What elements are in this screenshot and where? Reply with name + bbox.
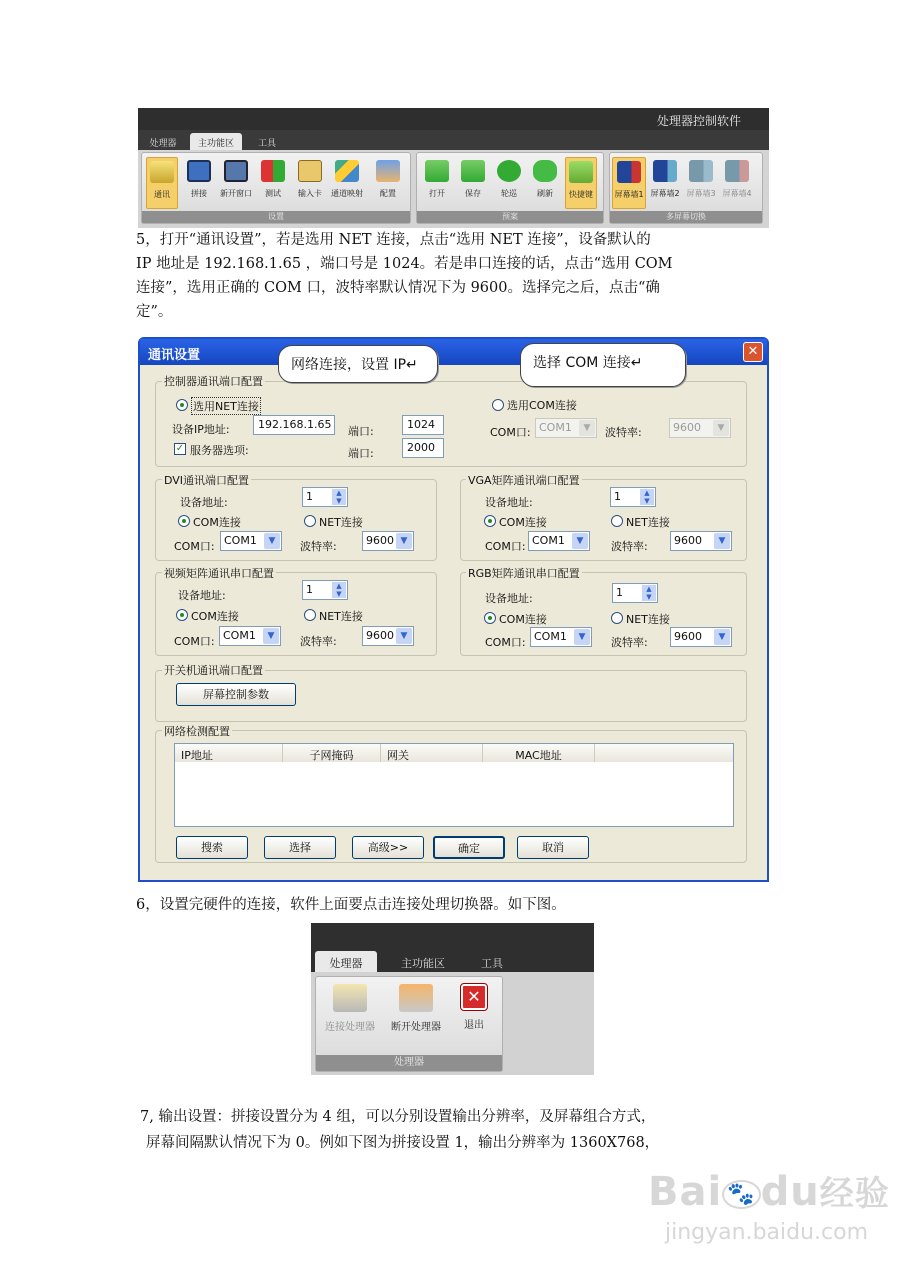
spin-down-icon[interactable]: ▼: [642, 593, 656, 601]
spin-up-icon[interactable]: ▲: [642, 585, 656, 593]
video-matrix-title: 视频矩阵通讯串口配置: [164, 567, 274, 580]
dvi-com-label: COM连接: [193, 516, 241, 529]
rgb-net-radio[interactable]: [611, 612, 623, 624]
dvi-net-radio[interactable]: [304, 515, 316, 527]
open-icon: [425, 160, 449, 182]
screen-wall-1-button[interactable]: [612, 157, 646, 209]
rgb-baud-label: 波特率:: [611, 636, 648, 649]
network-title: 网络检测配置: [164, 725, 230, 738]
power-title: 开关机通讯端口配置: [164, 664, 263, 677]
com-port-select[interactable]: [535, 418, 597, 438]
baidu-logo-du: du: [760, 1169, 820, 1215]
paragraph-5-line-4: 定”。: [136, 304, 173, 320]
dvi-baud-label: 波特率:: [300, 540, 337, 553]
screen-wall-2-label: 屏幕墙2: [650, 189, 680, 198]
baud-label: 波特率:: [605, 426, 642, 439]
chevron-down-icon: ▼: [572, 533, 588, 549]
exit-button[interactable]: [454, 981, 494, 1045]
shortcut-label: 快捷键: [569, 190, 593, 199]
video-com-label: COM连接: [191, 610, 239, 623]
test-label: 测试: [265, 189, 281, 198]
rgb-com-port-label: COM口:: [485, 636, 526, 649]
dvi-addr-value: 1: [306, 490, 313, 503]
tab-main-functions[interactable]: 主功能区: [401, 957, 445, 970]
server-label: 服务器选项:: [190, 444, 249, 457]
chevron-down-icon: ▼: [264, 533, 280, 549]
exit-label: 退出: [464, 1020, 484, 1031]
net-radio-label[interactable]: 选用NET连接: [191, 397, 261, 415]
rgb-com-label: COM连接: [499, 613, 547, 626]
chevron-down-icon: ▼: [713, 420, 729, 436]
paragraph-5-line-1: 5，打开“通讯设置”，若是选用 NET 连接，点击“选用 NET 连接”，设备默认的: [136, 232, 651, 248]
video-baud-label: 波特率:: [300, 635, 337, 648]
cycle-icon: [497, 160, 521, 182]
dvi-title: DVI通讯端口配置: [164, 474, 250, 487]
video-addr-value: 1: [306, 583, 313, 596]
rgb-baud-select[interactable]: [670, 627, 732, 647]
screen-control-button[interactable]: 屏幕控制参数: [176, 683, 296, 706]
tab-main-functions[interactable]: 主功能区: [190, 133, 242, 150]
ok-button[interactable]: 确定: [433, 836, 505, 859]
ip-label: 设备IP地址:: [172, 423, 230, 436]
vga-net-radio[interactable]: [611, 515, 623, 527]
dvi-baud-select[interactable]: [362, 531, 414, 551]
ribbon-screenshot-processor: [311, 923, 594, 1075]
group-presets-caption: 预案: [417, 211, 603, 223]
dvi-baud-value: 9600: [366, 534, 394, 547]
network-list[interactable]: [174, 743, 734, 827]
cycle-label: 轮巡: [501, 189, 517, 198]
screen-wall-3-button[interactable]: [684, 157, 718, 209]
chevron-down-icon: ▼: [263, 628, 279, 644]
connect-processor-button[interactable]: [320, 981, 380, 1045]
vga-baud-value: 9600: [674, 534, 702, 547]
baidu-logo: [648, 1166, 890, 1215]
callout-net: 网络连接，设置 IP↵: [278, 345, 438, 383]
ip-input[interactable]: 192.168.1.65: [253, 415, 335, 435]
controller-port-title: 控制器通讯端口配置: [164, 375, 263, 388]
chevron-down-icon: ▼: [574, 629, 590, 645]
baud-value: 9600: [673, 421, 701, 434]
refresh-button[interactable]: [529, 157, 561, 209]
rgb-matrix-title: RGB矩阵通讯串口配置: [468, 567, 580, 580]
spin-down-icon[interactable]: ▼: [332, 590, 346, 598]
comm-label: 通讯: [154, 190, 170, 199]
paragraph-5-line-3: 连接”，选用正确的 COM 口，波特率默认情况下为 9600。选择完之后，点击“确: [136, 280, 660, 296]
video-com-select[interactable]: [219, 626, 281, 646]
vga-com-select[interactable]: [528, 531, 590, 551]
spin-up-icon[interactable]: ▲: [332, 489, 346, 497]
chevron-down-icon: ▼: [579, 420, 595, 436]
com-port-label: COM口:: [490, 426, 531, 439]
com-port-value: COM1: [539, 421, 572, 434]
vga-title: VGA矩阵通讯端口配置: [468, 474, 580, 487]
baidu-logo-jingyan: 经验: [819, 1174, 890, 1214]
screen-wall-4-button[interactable]: [720, 157, 754, 209]
vga-baud-select[interactable]: [670, 531, 732, 551]
test-button[interactable]: [257, 157, 289, 209]
rgb-addr-label: 设备地址:: [485, 592, 533, 605]
cycle-button[interactable]: [493, 157, 525, 209]
spin-up-icon[interactable]: ▲: [640, 489, 654, 497]
baud-select[interactable]: [669, 418, 731, 438]
ribbon2-tabs: [311, 948, 594, 972]
app-title: 处理器控制软件: [138, 108, 769, 130]
dvi-com-radio[interactable]: [178, 515, 190, 527]
video-net-label: NET连接: [319, 610, 363, 623]
input-card-label: 输入卡: [298, 189, 322, 198]
paw-icon: 🐾: [722, 1180, 760, 1209]
dvi-addr-label: 设备地址:: [180, 496, 228, 509]
search-button[interactable]: 搜索: [176, 836, 248, 859]
net-radio[interactable]: [176, 399, 188, 411]
group-presets: [416, 152, 604, 224]
disconnect-icon: [399, 984, 433, 1012]
tab-processor[interactable]: 处理器: [149, 139, 177, 149]
input-card-button[interactable]: [294, 157, 326, 209]
save-icon: [461, 160, 485, 182]
rgb-baud-value: 9600: [674, 630, 702, 643]
callout-com: 选择 COM 连接↵: [520, 343, 686, 387]
flag-icon: [725, 160, 749, 182]
vga-net-label: NET连接: [626, 516, 670, 529]
video-com-radio[interactable]: [176, 609, 188, 621]
connect-processor-label: 连接处理器: [325, 1022, 375, 1033]
group-multiscreen-caption: 多屏幕切换: [610, 211, 762, 223]
map-icon: [335, 160, 359, 182]
dvi-com-select[interactable]: [220, 531, 282, 551]
comm-settings-dialog: [138, 337, 769, 882]
cubes-icon: [261, 160, 285, 182]
com-radio-label[interactable]: 选用COM连接: [507, 399, 577, 412]
spin-down-icon[interactable]: ▼: [332, 497, 346, 505]
dvi-addr-spinner[interactable]: [302, 487, 348, 507]
config-label: 配置: [380, 189, 396, 198]
video-com-port-label: COM口:: [174, 635, 215, 648]
port-label: 端口:: [348, 425, 374, 438]
shortcut-icon: [569, 161, 593, 183]
comm-icon: [150, 161, 174, 183]
vga-addr-label: 设备地址:: [485, 496, 533, 509]
cancel-button[interactable]: 取消: [517, 836, 589, 859]
dvi-net-label: NET连接: [319, 516, 363, 529]
chevron-down-icon: ▼: [396, 533, 412, 549]
screen-wall-4-label: 屏幕墙4: [722, 189, 752, 198]
ribbon-body: [138, 150, 769, 228]
screen-wall-2-button[interactable]: [648, 157, 682, 209]
open-label: 打开: [429, 189, 445, 198]
vga-com-value: COM1: [532, 534, 565, 547]
close-icon[interactable]: ✕: [743, 342, 763, 362]
screen-wall-3-label: 屏幕墙3: [686, 189, 716, 198]
paragraph-5-line-2: IP 地址是 192.168.1.65 ，端口号是 1024。若是串口连接的话，点击“选用 COM: [136, 256, 673, 272]
ribbon-screenshot-main: [138, 108, 769, 228]
rgb-com-radio[interactable]: [484, 612, 496, 624]
save-label: 保存: [465, 189, 481, 198]
channel-map-button[interactable]: [331, 157, 363, 209]
flag-icon: [653, 160, 677, 182]
chevron-down-icon: ▼: [396, 628, 412, 644]
com-radio[interactable]: [492, 399, 504, 411]
splice-label: 拼接: [191, 189, 207, 198]
vga-com-port-label: COM口:: [485, 540, 526, 553]
tab-processor[interactable]: 处理器: [315, 951, 377, 972]
dialog-title: 通讯设置: [140, 339, 767, 365]
spin-down-icon[interactable]: ▼: [640, 497, 654, 505]
chevron-down-icon: ▼: [714, 533, 730, 549]
video-com-value: COM1: [223, 629, 256, 642]
rgb-net-label: NET连接: [626, 613, 670, 626]
splice-button[interactable]: [183, 157, 215, 209]
group-settings-caption: 设置: [142, 211, 410, 223]
save-button[interactable]: [457, 157, 489, 209]
vga-com-label: COM连接: [499, 516, 547, 529]
vga-com-radio[interactable]: [484, 515, 496, 527]
select-button[interactable]: 选择: [264, 836, 336, 859]
dvi-com-port-label: COM口:: [174, 540, 215, 553]
paragraph-7-line-2: 屏幕间隔默认情况下为 0。例如下图为拼接设置 1，输出分辨率为 1360X768，: [146, 1135, 660, 1151]
comm-button[interactable]: [146, 157, 178, 209]
screen-wall-1-label: 屏幕墙1: [614, 190, 644, 199]
monitor-icon: [187, 160, 211, 182]
rgb-addr-value: 1: [616, 586, 623, 599]
close-icon: ✕: [461, 984, 487, 1010]
dvi-com-value: COM1: [224, 534, 257, 547]
ribbon2-body: [311, 972, 594, 1075]
card-icon: [298, 160, 322, 182]
watermark-url: jingyan.baidu.com: [665, 1220, 869, 1245]
server-port-input[interactable]: 2000: [402, 438, 444, 458]
group-settings: [141, 152, 411, 224]
disconnect-processor-button[interactable]: [384, 981, 448, 1045]
window-icon: [224, 160, 248, 182]
new-window-button[interactable]: [220, 157, 252, 209]
connect-icon: [333, 984, 367, 1012]
refresh-label: 刷新: [537, 189, 553, 198]
video-baud-select[interactable]: [362, 626, 414, 646]
server-checkbox[interactable]: ✓: [175, 443, 185, 454]
flag-icon: [617, 161, 641, 183]
channel-map-label: 通道映射: [331, 189, 363, 198]
port-input[interactable]: 1024: [402, 415, 444, 435]
server-port-label: 端口:: [348, 447, 374, 460]
column-mac[interactable]: MAC地址: [483, 744, 595, 762]
disconnect-processor-label: 断开处理器: [391, 1022, 441, 1033]
group-multiscreen: [609, 152, 763, 224]
video-baud-value: 9600: [366, 629, 394, 642]
column-filler: [595, 744, 733, 762]
column-gateway[interactable]: 网关: [381, 744, 483, 762]
refresh-icon: [533, 160, 557, 182]
advanced-button[interactable]: 高级>>: [352, 836, 424, 859]
paragraph-6: 6，设置完硬件的连接，软件上面要点击连接处理切换器。如下图。: [136, 897, 566, 913]
vga-addr-value: 1: [614, 490, 621, 503]
vga-addr-spinner[interactable]: [610, 487, 656, 507]
vga-baud-label: 波特率:: [611, 540, 648, 553]
tab-tools[interactable]: 工具: [257, 139, 276, 149]
tab-tools[interactable]: 工具: [481, 957, 503, 970]
config-button[interactable]: [372, 157, 404, 209]
video-addr-label: 设备地址:: [178, 589, 226, 602]
column-subnet[interactable]: 子网掩码: [283, 744, 381, 762]
rgb-com-select[interactable]: [530, 627, 592, 647]
group-processor-caption: 处理器: [316, 1055, 502, 1071]
config-icon: [376, 160, 400, 182]
video-net-radio[interactable]: [304, 609, 316, 621]
group-processor: [315, 976, 503, 1072]
ribbon-tabs: [138, 130, 769, 150]
paragraph-7-line-1: 7, 输出设置：拼接设置分为 4 组，可以分别设置输出分辨率，及屏幕组合方式，: [140, 1109, 656, 1125]
open-button[interactable]: [421, 157, 453, 209]
rgb-addr-spinner[interactable]: [612, 583, 658, 603]
baidu-logo-bai: Bai: [648, 1169, 723, 1215]
chevron-down-icon: ▼: [714, 629, 730, 645]
rgb-com-value: COM1: [534, 630, 567, 643]
flag-icon: [689, 160, 713, 182]
spin-up-icon[interactable]: ▲: [332, 582, 346, 590]
shortcut-button[interactable]: [565, 157, 597, 209]
column-ip[interactable]: IP地址: [175, 744, 283, 762]
video-addr-spinner[interactable]: [302, 580, 348, 600]
new-window-label: 新开窗口: [220, 189, 252, 198]
